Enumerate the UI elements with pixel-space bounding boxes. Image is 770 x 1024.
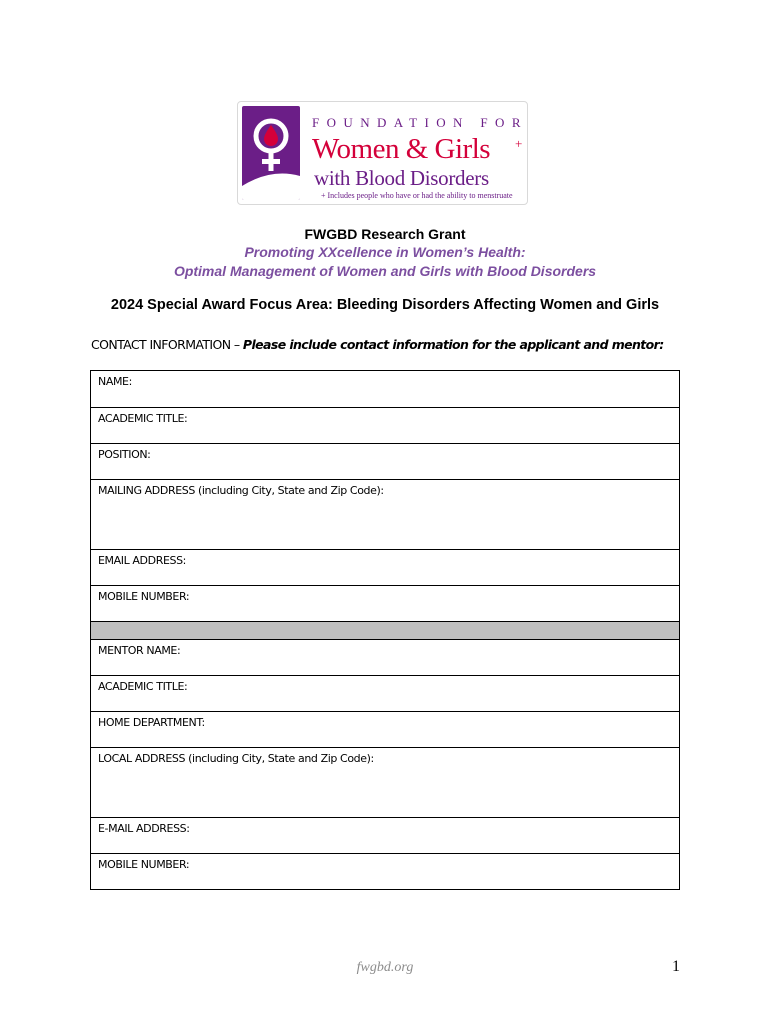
logo-plus-mark: + [515, 136, 523, 151]
female-symbol-icon [242, 106, 300, 200]
document-subtitle-2: Optimal Management of Women and Girls with Blood Disorders [173, 263, 597, 279]
logo-tagline: + Includes people who have or had the ability to menstruate [321, 191, 513, 200]
logo-text-blood-disorders: with Blood Disorders [314, 166, 489, 190]
focus-area-heading: 2024 Special Award Focus Area: Bleeding Disorders Affecting Women and Girls [110, 297, 660, 313]
mentor-local-address-field[interactable]: LOCAL ADDRESS (including City, State and Zip Code): [91, 747, 679, 817]
document-title: FWGBD Research Grant [304, 226, 466, 242]
logo-text-foundation-for: FOUNDATION FOR [312, 115, 528, 130]
logo-text-women-girls: Women & Girls [312, 133, 491, 165]
mentor-email-field[interactable]: E-MAIL ADDRESS: [91, 817, 679, 853]
mentor-mobile-field[interactable]: MOBILE NUMBER: [91, 853, 679, 889]
contact-info-note: Please include contact information for the applicant and mentor: [242, 337, 664, 352]
applicant-email-field[interactable]: EMAIL ADDRESS: [91, 549, 679, 585]
footer-website: fwgbd.org [356, 960, 414, 975]
document-subtitle-1: Promoting XXcellence in Women’s Health: [244, 244, 526, 260]
contact-info-label: CONTACT INFORMATION – [91, 337, 243, 352]
mentor-name-field[interactable]: MENTOR NAME: [91, 639, 679, 675]
applicant-name-field[interactable]: NAME: [98, 375, 132, 388]
mentor-home-department-field[interactable]: HOME DEPARTMENT: [91, 711, 679, 747]
page-number: 1 [672, 958, 680, 975]
applicant-mobile-field[interactable]: MOBILE NUMBER: [91, 585, 679, 621]
applicant-mailing-address-field[interactable]: MAILING ADDRESS (including City, State and Zip Code): [91, 479, 679, 549]
applicant-academic-title-field[interactable]: ACADEMIC TITLE: [91, 407, 679, 443]
contact-form-table [90, 370, 680, 890]
section-divider [91, 621, 679, 639]
mentor-academic-title-field[interactable]: ACADEMIC TITLE: [91, 675, 679, 711]
foundation-logo [237, 101, 528, 205]
contact-info-instructions [91, 337, 664, 352]
applicant-position-field[interactable]: POSITION: [91, 443, 679, 479]
